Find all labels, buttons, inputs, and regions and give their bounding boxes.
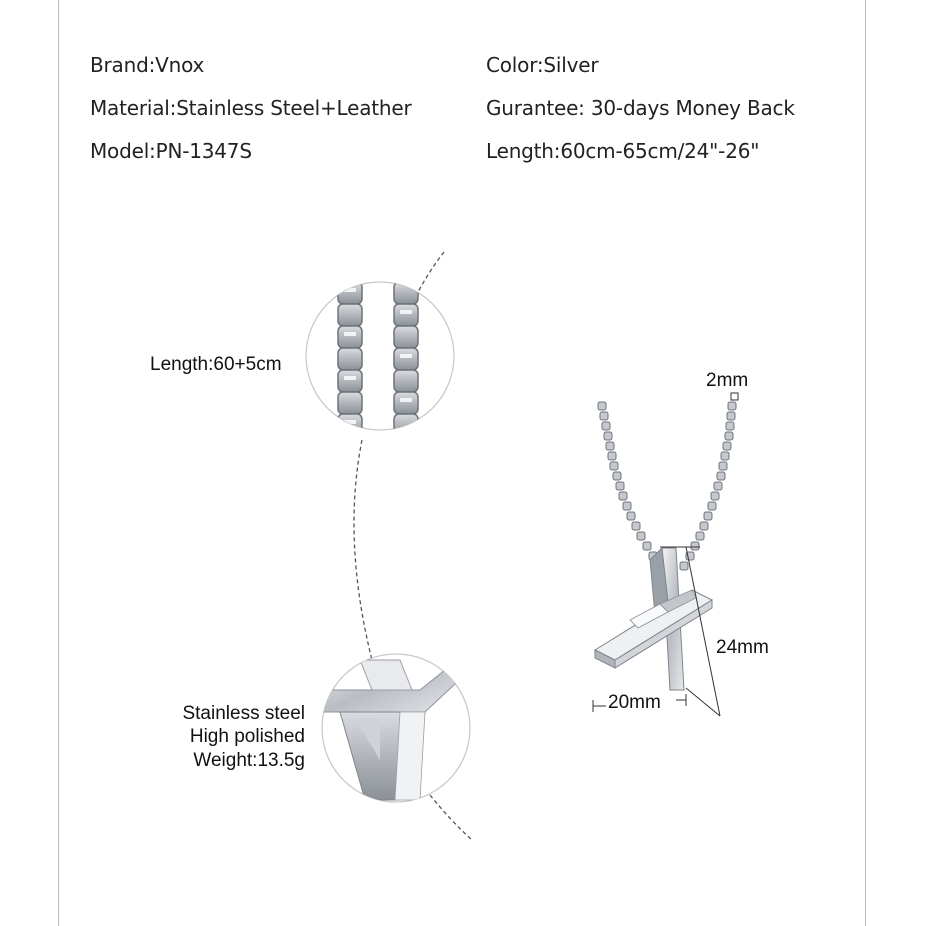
material-label: Stainless steel	[182, 703, 305, 724]
chain-width-label: 2mm	[706, 370, 749, 391]
spec-brand: Brand:Vnox	[90, 53, 205, 77]
spec-material: Material:Stainless Steel+Leather	[90, 96, 412, 120]
width-label: 20mm	[608, 692, 661, 713]
pendant-closeup-icon	[322, 650, 470, 802]
chain-length-label: Length:60+5cm	[150, 354, 282, 375]
height-label: 24mm	[716, 637, 769, 658]
weight-label: Weight:13.5g	[193, 750, 305, 771]
necklace-pendant-icon	[595, 402, 736, 690]
spec-length: Length:60cm-65cm/24"-26"	[486, 139, 760, 163]
spec-color: Color:Silver	[486, 53, 599, 77]
chain-closeup-icon	[306, 282, 454, 436]
spec-model: Model:PN-1347S	[90, 139, 252, 163]
spec-guarantee: Gurantee: 30-days Money Back	[486, 96, 795, 120]
finish-label: High polished	[189, 726, 305, 747]
